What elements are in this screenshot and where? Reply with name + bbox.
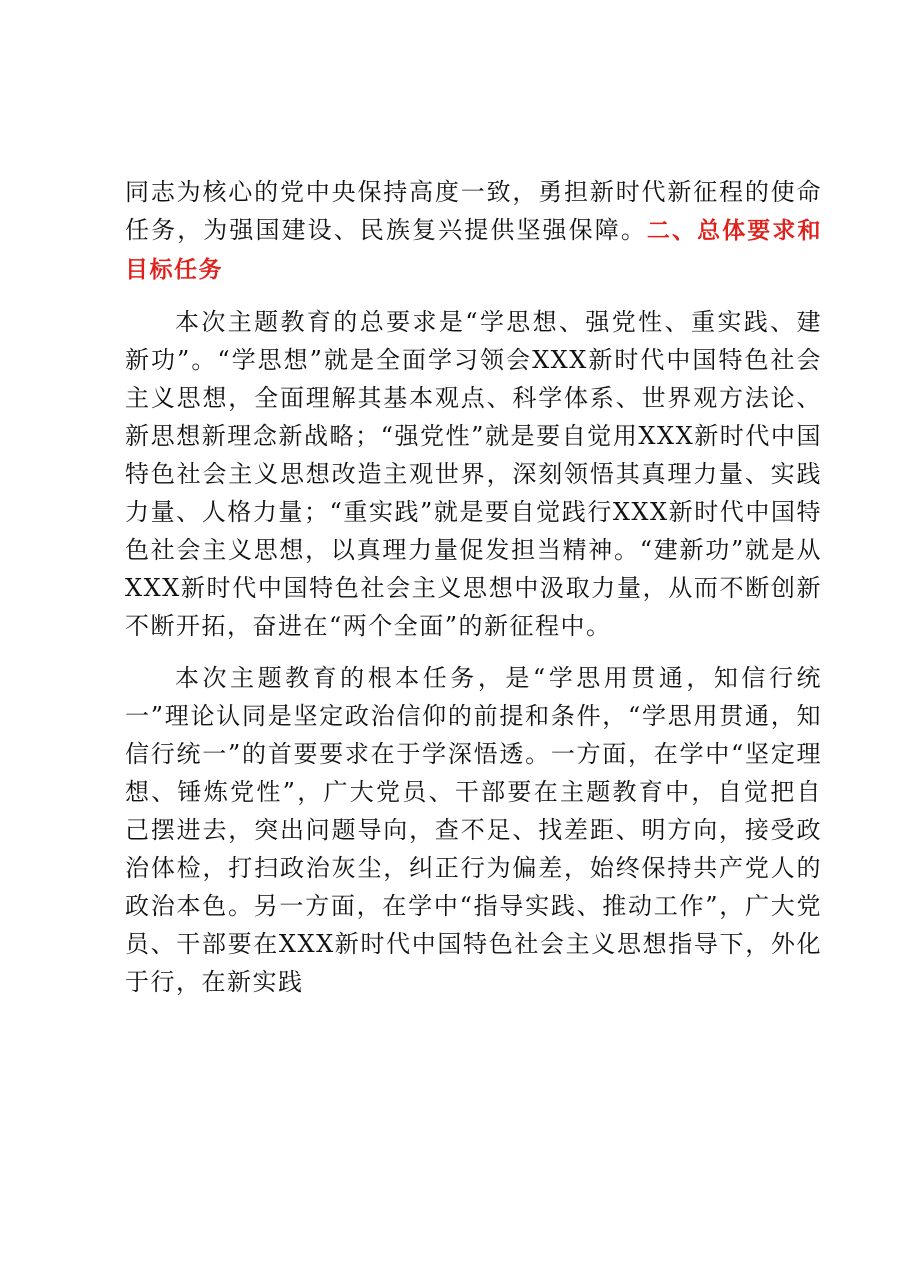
document-body bbox=[125, 173, 822, 1001]
paragraph-general-requirements: 本次主题教育的总要求是“学思想、强党性、重实践、建新功”。“学思想”就是全面学习领会XXX新时代中国特色社会主义思想，全面理解其基本观点、科学体系、世界观方法论、新思想新理念新战略；“强党性”就是要自觉用XXX新时代中国特色社会主义思想改造主观世界，深刻领悟其真理力量、实践力量、人格力量；“重实践”就是要自觉践行XXX新时代中国特色社会主义思想，以真理力量促发担当精神。“建新功”就是从XXX新时代中国特色社会主义思想中汲取力量，从而不断创新不断开拓，奋进在“两个全面”的新征程中。 bbox=[125, 308, 822, 640]
paragraph-fundamental-task: 本次主题教育的根本任务，是“学思用贯通，知信行统一”理论认同是坚定政治信仰的前提和条件，“学思用贯通，知信行统一”的首要要求在于学深悟透。一方面，在学中“坚定理想、锤炼党性”，广大党员、干部要在主题教育中，自觉把自己摆进去，突出问题导向，查不足、找差距、明方向，接受政治体检，打扫政治灰尘，纠正行为偏差，始终保持共产党人的政治本色。另一方面，在学中“指导实践、推动工作”，广大党员、干部要在XXX新时代中国特色社会主义思想指导下，外化于行，在新实践 bbox=[125, 664, 822, 996]
continuation-paragraph bbox=[125, 173, 822, 289]
section-heading: 二、总体要求和目标任务 bbox=[125, 218, 822, 283]
continuation-text: 同志为核心的党中央保持高度一致，勇担新时代新征程的使命任务，为强国建设、民族复兴提供坚强保障。 bbox=[125, 178, 822, 244]
